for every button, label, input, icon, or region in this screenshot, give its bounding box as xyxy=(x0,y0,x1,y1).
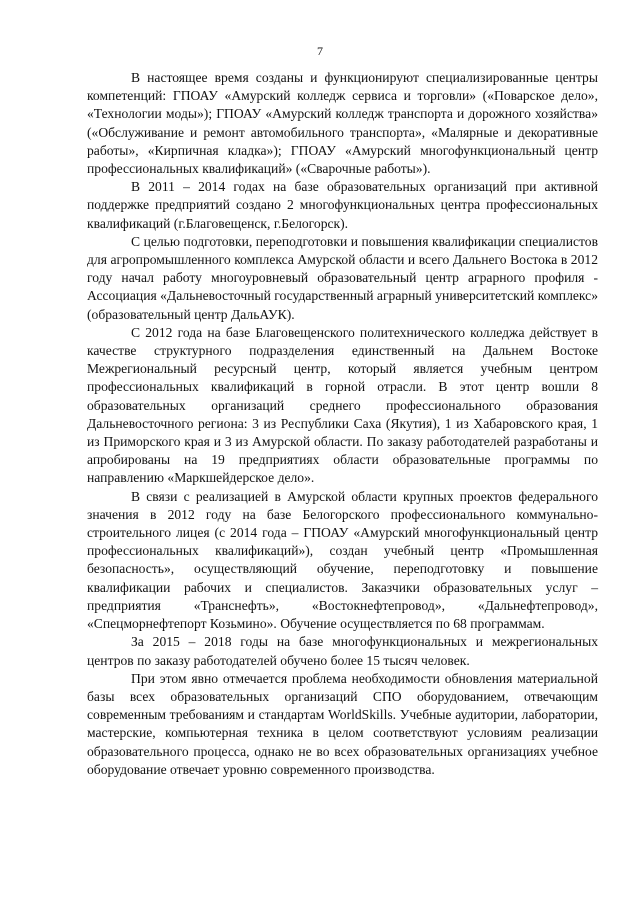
paragraph-multifunctional-centers: В 2011 – 2014 годах на базе образовательных организаций при активной поддержке предприятий создано 2 многофункциональных центра профессиональных квалификаций (г.Благовещенск, г.Белогорск). xyxy=(87,179,598,231)
paragraph-industrial-safety-center: В связи с реализацией в Амурской области крупных проектов федерального значения в 2012 году на базе Белогорского профессионального коммунально-строительного лицея (с 2014 года – ГПОАУ «Амурский многофункциональный центр профессиональных квалификаций»), создан учебный центр «Промышленная безопасность», осуществляющий обучение, переподготовку и повышение квалификации рабочих и специалистов. Заказчики образовательных услуг – предприятия «Транснефть», «Востокнефтепровод», «Дальнефтепровод», «Спецморнефтепорт Козьмино». Обучение осуществляется по 68 программам. xyxy=(87,488,598,632)
paragraph-competence-centers: В настоящее время созданы и функционируют специализированные центры компетенций: ГПОАУ «Амурский колледж сервиса и торговли» («Поварское дело», «Технологии моды»); ГПОАУ «Амурский колледж транспорта и дорожного хозяйства» («Обслуживание и ремонт автомобильного транспорта», «Малярные и декоративные работы», «Кирпичная кладка»); ГПОАУ «Амурский многофункциональный центр профессиональных квалификаций» («Сварочные работы»). xyxy=(87,70,598,177)
paragraph-training-results: За 2015 – 2018 годы на базе многофункциональных и межрегиональных центров по заказу работодателей обучено более 15 тысяч человек. xyxy=(87,634,598,668)
body-text xyxy=(87,69,598,779)
page-number: 7 xyxy=(317,44,323,58)
paragraph-resource-center: С 2012 года на базе Благовещенского политехнического колледжа действует в качестве структурного подразделения единственный на Дальнем Востоке Межрегиональный ресурсный центр, который является учебным центром профессиональных квалификаций в горной отрасли. В этот центр вошли 8 образовательных организаций среднего профессионального образования Дальневосточного региона: 3 из Республики Саха (Якутия), 1 из Хабаровского края, 1 из Приморского края и 3 из Амурской области. По заказу работодателей разработаны и апробированы на 19 предприятиях области образовательные программы по направлению «Маркшейдерское дело». xyxy=(87,324,598,486)
paragraph-agrarian-center: С целью подготовки, переподготовки и повышения квалификации специалистов для агропромышленного комплекса Амурской области и всего Дальнего Востока в 2012 году начал работу многоуровневый образовательный центр аграрного профиля - Ассоциация «Дальневосточный государственный аграрный университетский комплекс» (образовательный центр ДальАУК). xyxy=(87,233,598,322)
paragraph-equipment-problem: При этом явно отмечается проблема необходимости обновления материальной базы всех образовательных организаций СПО оборудованием, отвечающим современным требованиям и стандартам WorldSkills. Учебные аудитории, лаборатории, мастерские, компьютерная техника в целом соответствуют условиям реализации образовательного процесса, однако не во всех образовательных организациях учебное оборудование отвечает уровню современного производства. xyxy=(87,670,598,777)
